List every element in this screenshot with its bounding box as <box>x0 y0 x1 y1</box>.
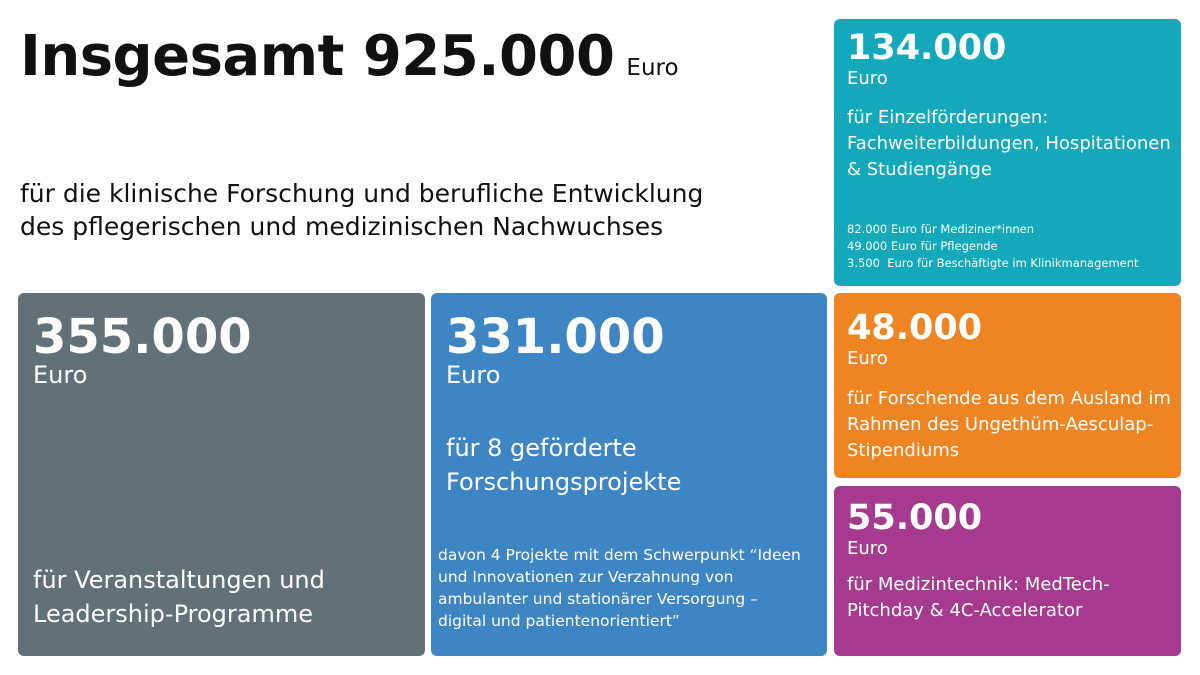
box-description: für 8 geförderte Forschungsprojekte <box>446 434 682 496</box>
box-description: für Veranstaltungen und Leadership-Programme <box>33 566 325 628</box>
box-unit: Euro <box>847 538 888 559</box>
research-projects-box <box>431 293 827 656</box>
breakdown-list <box>847 221 1177 272</box>
medtech-box <box>834 486 1181 656</box>
box-amount: 48.000 <box>847 308 983 348</box>
box-description: für Forschende aus dem Ausland im Rahmen des Ungethüm-Aesculap-Stipendiums <box>847 388 1171 461</box>
box-unit: Euro <box>847 348 888 369</box>
breakdown-item: 3.500 Euro für Beschäftigte im Klinikmanagement <box>847 256 1139 270</box>
box-amount: 355.000 <box>33 309 252 365</box>
box-unit: Euro <box>33 361 88 389</box>
subtitle: für die klinische Forschung und berufliche Entwicklung des pflegerischen und medizinischen Nachwuchses <box>20 179 704 241</box>
foreign-researchers-box <box>834 293 1181 478</box>
box-unit: Euro <box>847 68 888 89</box>
total-amount: Insgesamt 925.000 <box>20 24 615 89</box>
box-description: für Einzelförderungen: Fachweiterbildungen, Hospitationen & Studiengänge <box>847 107 1171 180</box>
events-leadership-box <box>18 293 425 656</box>
headline <box>20 24 679 89</box>
individual-funding-box <box>834 19 1181 286</box>
breakdown-item: 49.000 Euro für Pflegende <box>847 239 998 253</box>
box-amount: 134.000 <box>847 28 1007 68</box>
breakdown-item: 82.000 Euro für Mediziner*innen <box>847 222 1035 236</box>
box-description: für Medizintechnik: MedTech-Pitchday & 4C-Accelerator <box>847 574 1110 621</box>
total-unit: Euro <box>626 55 679 81</box>
box-note: davon 4 Projekte mit dem Schwerpunkt “Ideen und Innovationen zur Verzahnung von ambulanter und stationärer Versorgung – digital und patientenorientiert” <box>438 546 801 630</box>
box-amount: 331.000 <box>446 309 665 365</box>
box-amount: 55.000 <box>847 498 983 538</box>
box-unit: Euro <box>446 361 501 389</box>
